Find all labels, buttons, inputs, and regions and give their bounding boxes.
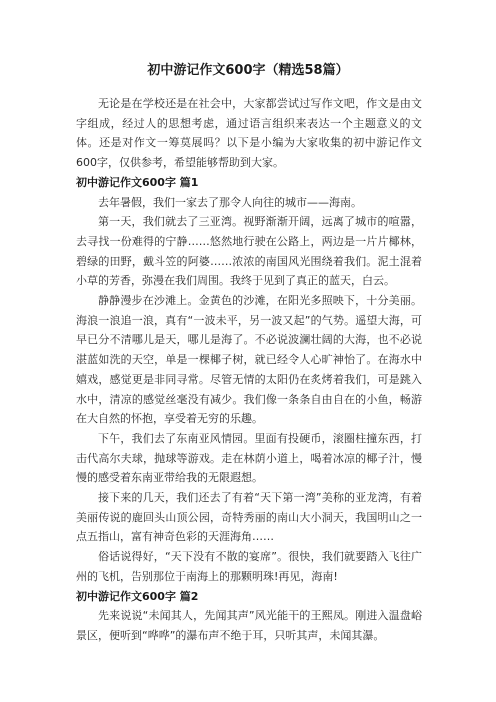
body-paragraph: 先来说说“未闻其人，先闻其声”风光能干的王熙凤。刚进入温盘峪景区，便听到“哗哗”的瀑布声不绝于耳，只听其声，未闻其瀑。 bbox=[76, 609, 422, 642]
body-paragraph: 接下来的几天，我们还去了有着“天下第一湾”美称的亚龙湾，有着美丽传说的鹿回头山顶公园，奇特秀丽的南山大小洞天，我国明山之一点五指山，富有神奇色彩的天涯海角…… bbox=[76, 491, 422, 544]
body-paragraph: 静静漫步在沙滩上。金黄色的沙滩，在阳光多照映下，十分美丽。海浪一浪追一浪，真有“一波未平，另一波又起”的气势。遥望大海，可早已分不清哪儿是天，哪儿是海了。不必说波澜壮阔的大海，也不必说湛蓝如洗的天空，单是一棵椰子树，就已经令人心旷神怡了。在海水中嬉戏，感觉更是非同寻常。尽管无情的太阳仍在炙烤着我们，可是跳入水中，清凉的感觉丝毫没有减少。我们像一条条自由自在的小鱼，畅游在大自然的怀抱，享受着无穷的乐趣。 bbox=[76, 294, 422, 426]
body-paragraph: 下午，我们去了东南亚风情园。里面有投硬币，滚圈柱撞东西，打击代高尔夫球，抛球等游戏。走在林荫小道上，喝着冰凉的椰子汁，慢慢的感受着东南亚带给我的无限遐想。 bbox=[76, 431, 422, 485]
body-paragraph: 第一天，我们就去了三亚湾。视野渐渐开阔，远离了城市的喧嚣，去寻找一份难得的宁静……悠然地行驶在公路上，两边是一片片椰林，碧绿的田野，戴斗笠的阿婆……浓浓的南国风光围绕着我们。泥土混着小草的芳香，弥漫在我们周围。我终于见到了真正的蓝天，白云。 bbox=[76, 215, 422, 288]
document-body bbox=[76, 94, 422, 646]
intro-paragraph: 无论是在学校还是在社会中，大家都尝试过写作文吧，作文是由文字组成，经过人的思想考虑，通过语言组织来表达一个主题意义的文体。还是对作文一筹莫展吗？以下是小编为大家收集的初中游记作文600字，仅供参考，希望能够帮助到大家。 bbox=[76, 97, 422, 170]
body-paragraph: 去年暑假，我们一家去了那令人向往的城市——海南。 bbox=[98, 195, 362, 209]
section-heading: 初中游记作文600字 篇1 bbox=[76, 175, 199, 189]
section-heading: 初中游记作文600字 篇2 bbox=[76, 589, 199, 603]
body-paragraph: 俗话说得好，“天下没有不散的宴席”。很快，我们就要踏入飞往广州的飞机，告别那位于南海上的那颗明珠!再见，海南! bbox=[76, 550, 422, 583]
document-title: 初中游记作文600字（精选58篇） bbox=[147, 63, 349, 78]
